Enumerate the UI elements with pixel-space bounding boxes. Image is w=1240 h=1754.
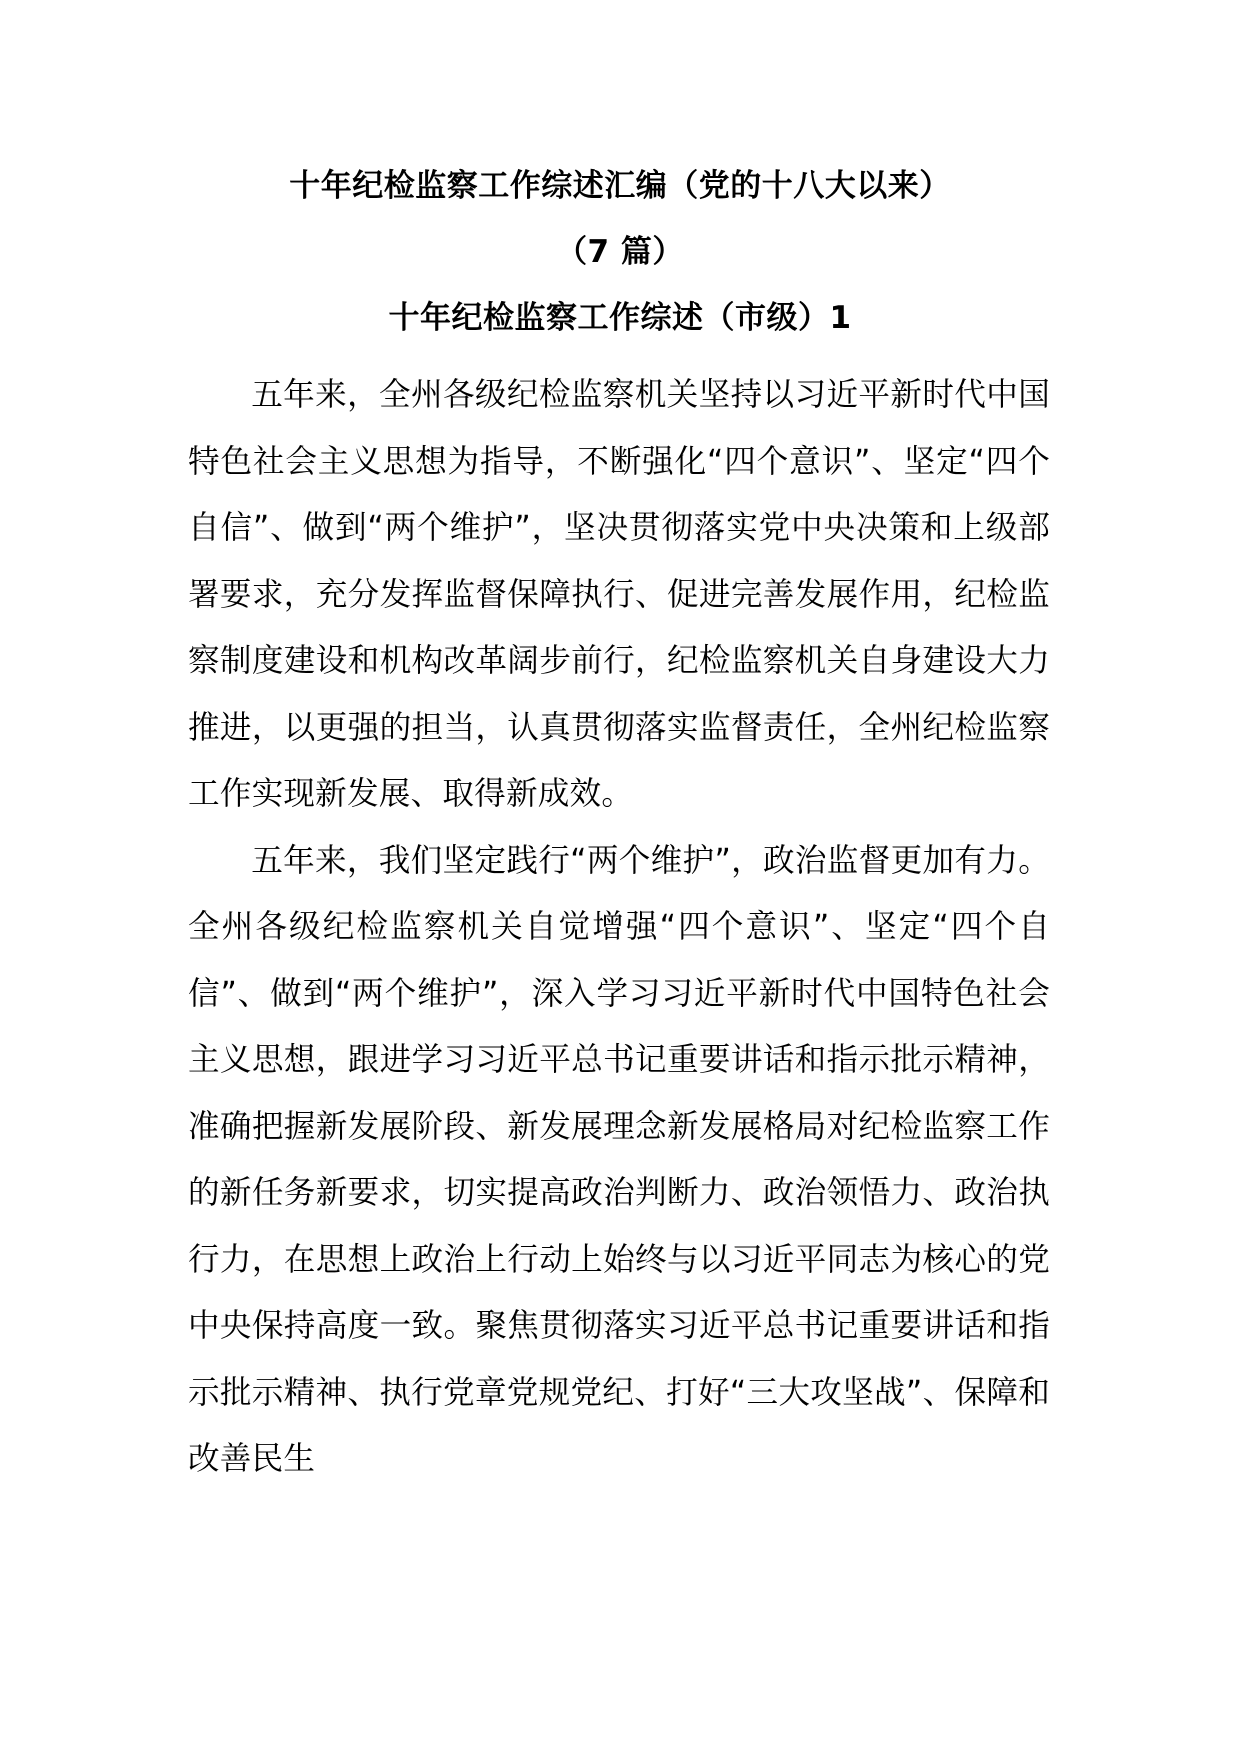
article-count: （7 篇）: [556, 234, 684, 270]
document-title: 十年纪检监察工作综述汇编（党的十八大以来）: [289, 168, 951, 204]
paragraph-1: 五年来，全州各级纪检监察机关坚持以习近平新时代中国特色社会主义思想为指导，不断强化“四个意识”、坚定“四个自信”、做到“两个维护”，坚决贯彻落实党中央决策和上级部署要求，充分发挥监督保障执行、促进完善发展作用，纪检监察制度建设和机构改革阔步前行，纪检监察机关自身建设大力推进，以更强的担当，认真贯彻落实监督责任，全州纪检监察工作实现新发展、取得新成效。: [188, 377, 1050, 812]
paragraph-2: 五年来，我们坚定践行“两个维护”，政治监督更加有力。全州各级纪检监察机关自觉增强“四个意识”、坚定“四个自信”、做到“两个维护”，深入学习习近平新时代中国特色社会主义思想，跟进学习习近平总书记重要讲话和指示批示精神，准确把握新发展阶段、新发展理念新发展格局对纪检监察工作的新任务新要求，切实提高政治判断力、政治领悟力、政治执行力，在思想上政治上行动上始终与以习近平同志为核心的党中央保持高度一致。聚焦贯彻落实习近平总书记重要讲话和指示批示精神、执行党章党规党纪、打好“三大攻坚战”、保障和改善民生: [188, 842, 1050, 1477]
section-title: 十年纪检监察工作综述（市级）1: [388, 300, 852, 336]
body-text: [188, 362, 1050, 1493]
